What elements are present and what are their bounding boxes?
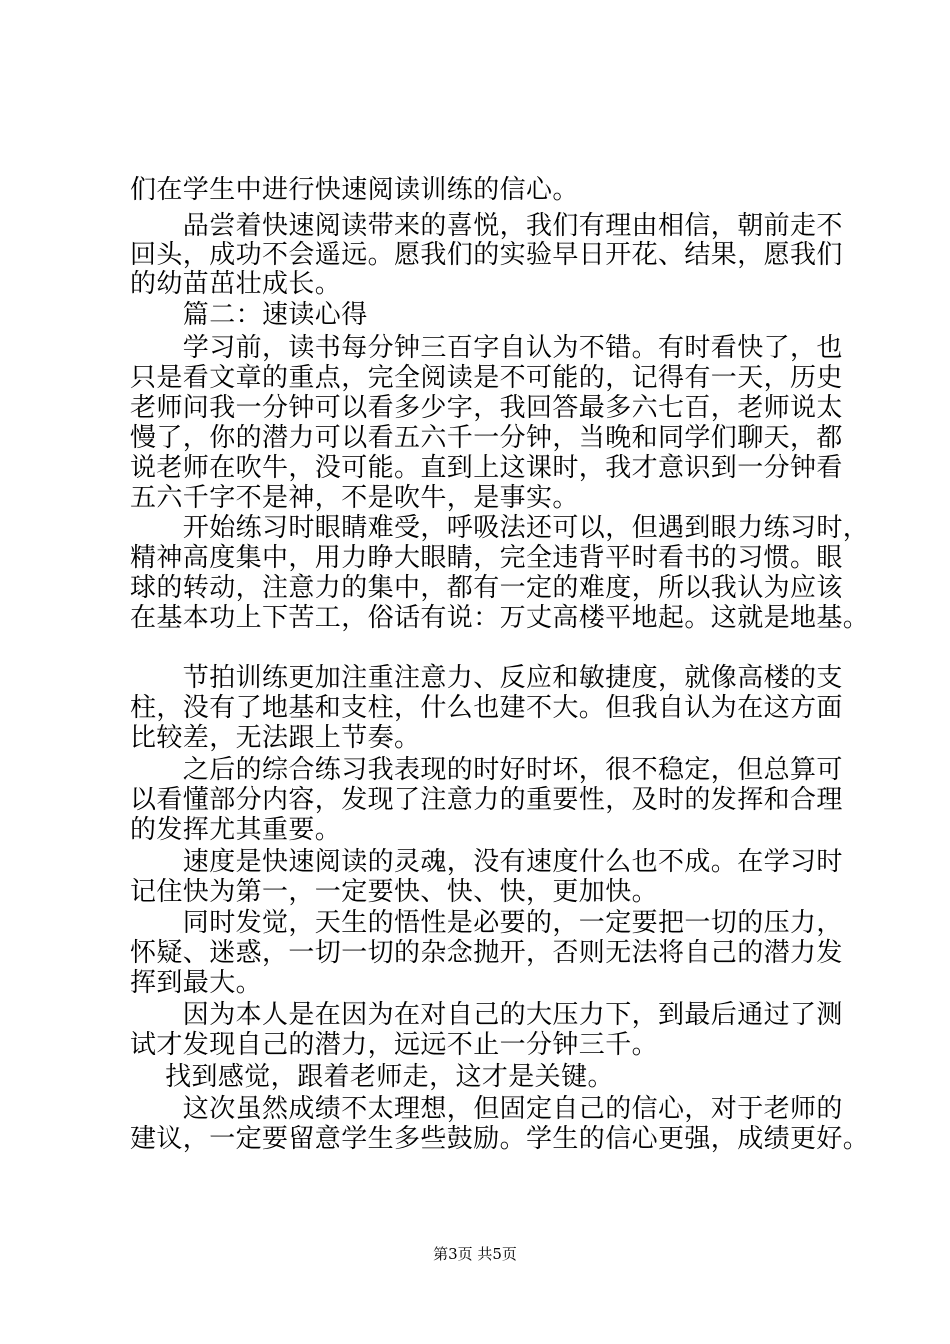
text-line: 因为本人是在因为在对自己的大压力下，到最后通过了测 (130, 1000, 843, 1030)
text-line: 比较差，无法跟上节奏。 (130, 723, 421, 753)
text-line: 挥到最大。 (130, 968, 263, 998)
text-line: 以看懂部分内容，发现了注意力的重要性，及时的发挥和合理 (130, 785, 843, 815)
text-line: 慢了，你的潜力可以看五六千一分钟，当晚和同学们聊天，都 (130, 423, 843, 453)
text-line: 老师问我一分钟可以看多少字，我回答最多六七百，老师说太 (130, 393, 843, 423)
text-line: 五六千字不是神，不是吹牛，是事实。 (130, 483, 579, 513)
text-line: 之后的综合练习我表现的时好时坏，很不稳定，但总算可 (130, 755, 843, 785)
text-line: 的幼苗茁壮成长。 (130, 269, 342, 299)
text-line: 回头，成功不会遥远。愿我们的实验早日开花、结果，愿我们 (130, 240, 843, 270)
text-line: 说老师在吹牛，没可能。直到上这课时，我才意识到一分钟看 (130, 453, 843, 483)
text-line: 试才发现自己的潜力，远远不止一分钟三千。 (130, 1030, 659, 1060)
text-line: 品尝着快速阅读带来的喜悦，我们有理由相信，朝前走不 (130, 211, 843, 241)
text-line: 节拍训练更加注重注意力、反应和敏捷度，就像高楼的支 (130, 663, 843, 693)
text-line: 开始练习时眼睛难受，呼吸法还可以，但遇到眼力练习时， (130, 513, 870, 543)
text-line: 只是看文章的重点，完全阅读是不可能的，记得有一天，历史 (130, 363, 843, 393)
text-line: 的发挥尤其重要。 (130, 815, 342, 845)
text-line: 在基本功上下苦工，俗话有说：万丈高楼平地起。这就是地基。 (130, 603, 870, 633)
section-heading: 篇二：速读心得 (130, 300, 368, 330)
text-line: 学习前，读书每分钟三百字自认为不错。有时看快了，也 (130, 333, 843, 363)
text-line: 球的转动，注意力的集中，都有一定的难度，所以我认为应该 (130, 573, 843, 603)
text-line: 同时发觉，天生的悟性是必要的，一定要把一切的压力， (130, 908, 843, 938)
text-line: 怀疑、迷惑，一切一切的杂念抛开，否则无法将自己的潜力发 (130, 938, 843, 968)
text-line: 这次虽然成绩不太理想，但固定自己的信心，对于老师的 (130, 1094, 843, 1124)
page-number-footer: 第3页 共5页 (433, 1245, 517, 1263)
text-line: 建议，一定要留意学生多些鼓励。学生的信心更强，成绩更好。 (130, 1124, 870, 1154)
text-line: 精神高度集中，用力睁大眼睛，完全违背平时看书的习惯。眼 (130, 543, 843, 573)
text-line: 速度是快速阅读的灵魂，没有速度什么也不成。在学习时 (130, 847, 843, 877)
text-line: 们在学生中进行快速阅读训练的信心。 (130, 175, 579, 205)
text-line: 记住快为第一，一定要快、快、快，更加快。 (130, 877, 659, 907)
text-line: 柱，没有了地基和支柱，什么也建不大。但我自认为在这方面 (130, 693, 843, 723)
text-line: 找到感觉，跟着老师走，这才是关键。 (130, 1062, 614, 1092)
